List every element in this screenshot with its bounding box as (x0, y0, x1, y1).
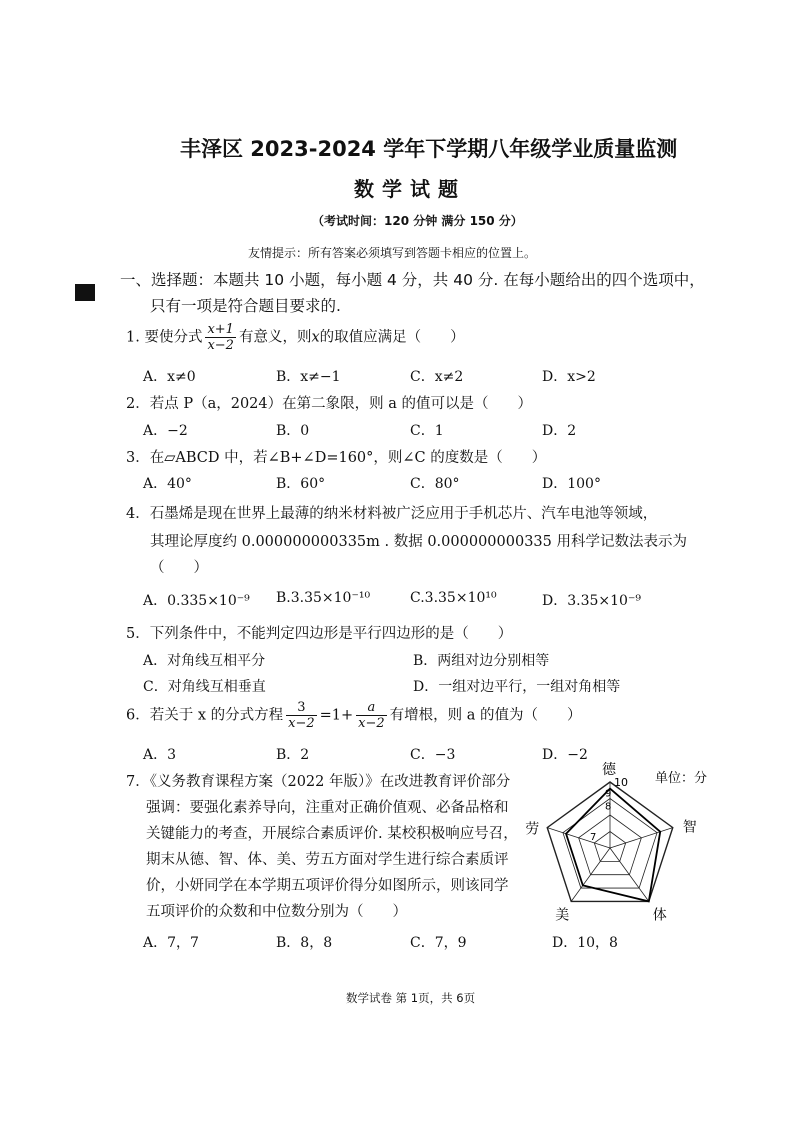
question-5: 5．下列条件中，不能判定四边形是平行四边形的是（ ） (126, 626, 513, 642)
option-c: C．x≠2 (410, 369, 464, 385)
question-text: 要使分式 (144, 329, 203, 346)
tick-label-8: 8 (605, 801, 612, 813)
question-4-line2: 其理论厚度约 0.000000000335m . 数据 0.000000000335 用科学记数法表示为 (150, 534, 687, 550)
question-7-line5: 价，小妍同学在本学期五项评价得分如图所示，则该同学 (146, 878, 509, 894)
page-title: 丰泽区 2023-2024 学年下学期八年级学业质量监测 (180, 137, 678, 161)
option-d: D．100° (542, 476, 601, 492)
option-c: C．7，9 (410, 935, 467, 951)
option-b: B．60° (276, 476, 326, 492)
scan-mark (75, 284, 95, 301)
radar-axis-line (547, 828, 610, 848)
option-c: C．1 (410, 423, 444, 439)
question-4-line3: （ ） (150, 560, 208, 576)
option-c: C．−3 (410, 747, 456, 763)
question-7-line1: 7．《义务教育课程方案（2022 年版）》在改进教育评价部分 (126, 774, 511, 790)
fraction (356, 700, 387, 731)
option-d: D．−2 (542, 747, 588, 763)
fraction-denominator: x−2 (288, 716, 315, 731)
fraction-numerator: x+1 (207, 322, 234, 337)
fraction-numerator: 3 (286, 700, 317, 716)
question-7-line2: 强调：要强化素养导向，注重对正确价值观、必备品格和 (146, 800, 509, 816)
tick-label-9: 9 (605, 788, 612, 800)
radar-score-shape (566, 789, 660, 902)
option-b: B.3.35×10⁻¹⁰ (276, 590, 371, 606)
variable: x (311, 329, 320, 346)
axis-label-de: 德 (602, 762, 616, 778)
option-a: A．0.335×10⁻⁹ (143, 593, 250, 609)
tip-text: 友情提示：所有答案必须填写到答题卡相应的位置上。 (248, 246, 537, 260)
unit-label: 单位：分 (655, 771, 708, 786)
question-3: 3．在▱ABCD 中，若∠B+∠D=160°，则∠C 的度数是（ ） (126, 450, 547, 466)
axis-label-mei: 美 (555, 907, 570, 924)
option-b: B．0 (276, 423, 310, 439)
option-c: C．对角线互相垂直 (143, 679, 266, 695)
axis-label-zhi: 智 (682, 819, 697, 836)
axis-label-ti: 体 (652, 907, 667, 924)
question-text: 有增根，则 a 的值为（ ） (389, 707, 582, 724)
question-text: 有意义，则 (238, 329, 312, 346)
option-d: D．一组对边平行，一组对角相等 (413, 679, 621, 695)
fraction (286, 700, 317, 731)
section-heading-line1: 一、选择题：本题共 10 小题，每小题 4 分，共 40 分. 在每小题给出的四个选项中， (120, 271, 705, 289)
question-7-line4: 期末从德、智、体、美、劳五方面对学生进行综合素质评 (146, 852, 509, 868)
tick-label-10: 10 (614, 776, 628, 789)
fraction-denominator: x−2 (358, 716, 385, 731)
radar-chart (525, 758, 730, 928)
exam-info: （考试时间：120 分钟 满分 150 分） (312, 214, 523, 228)
option-b: B．2 (276, 747, 310, 763)
option-d: D．x>2 (542, 369, 596, 385)
subject-title: 数学试题 (354, 177, 466, 201)
option-a: A．7，7 (143, 935, 199, 951)
option-b: B．8，8 (276, 935, 333, 951)
question-text: 的取值应满足（ ） (319, 329, 465, 346)
option-c: C.3.35×10¹⁰ (410, 590, 497, 606)
option-a: A．40° (143, 476, 192, 492)
option-a: A．−2 (143, 423, 188, 439)
radar-grid (547, 782, 673, 901)
question-7-line6: 五项评价的众数和中位数分别为（ ） (146, 904, 407, 920)
option-b: B．两组对边分别相等 (413, 653, 550, 669)
equation-middle: =1+ (319, 707, 354, 724)
question-4-line1: 4．石墨烯是现在世界上最薄的纳米材料被广泛应用于手机芯片、汽车电池等领域， (126, 506, 658, 522)
question-7-line3: 关键能力的考查，开展综合素质评价. 某校积极响应号召， (146, 826, 518, 842)
radar-score-polygon (566, 789, 660, 902)
option-d: D．2 (542, 423, 577, 439)
page-footer: 数学试卷 第 1页，共 6页 (346, 991, 476, 1005)
option-a: A．对角线互相平分 (143, 653, 266, 669)
axis-label-lao: 劳 (525, 821, 540, 838)
radar-axis-line (610, 828, 673, 848)
question-6 (126, 700, 582, 731)
option-a: A．x≠0 (143, 369, 196, 385)
question-text: 6．若关于 x 的分式方程 (126, 707, 284, 724)
tick-label-7: 7 (590, 832, 597, 844)
option-d: D．10，8 (552, 935, 618, 951)
option-c: C．80° (410, 476, 460, 492)
question-number: 1. (126, 329, 140, 346)
fraction-denominator: x−2 (207, 338, 234, 353)
question-2: 2．若点 P（a，2024）在第二象限，则 a 的值可以是（ ） (126, 396, 532, 412)
fraction (205, 322, 236, 353)
fraction-numerator: a (356, 700, 387, 716)
section-heading-line2: 只有一项是符合题目要求的. (150, 297, 341, 315)
option-a: A．3 (143, 747, 177, 763)
option-d: D．3.35×10⁻⁹ (542, 593, 641, 609)
question-1 (126, 322, 465, 353)
option-b: B．x≠−1 (276, 369, 341, 385)
